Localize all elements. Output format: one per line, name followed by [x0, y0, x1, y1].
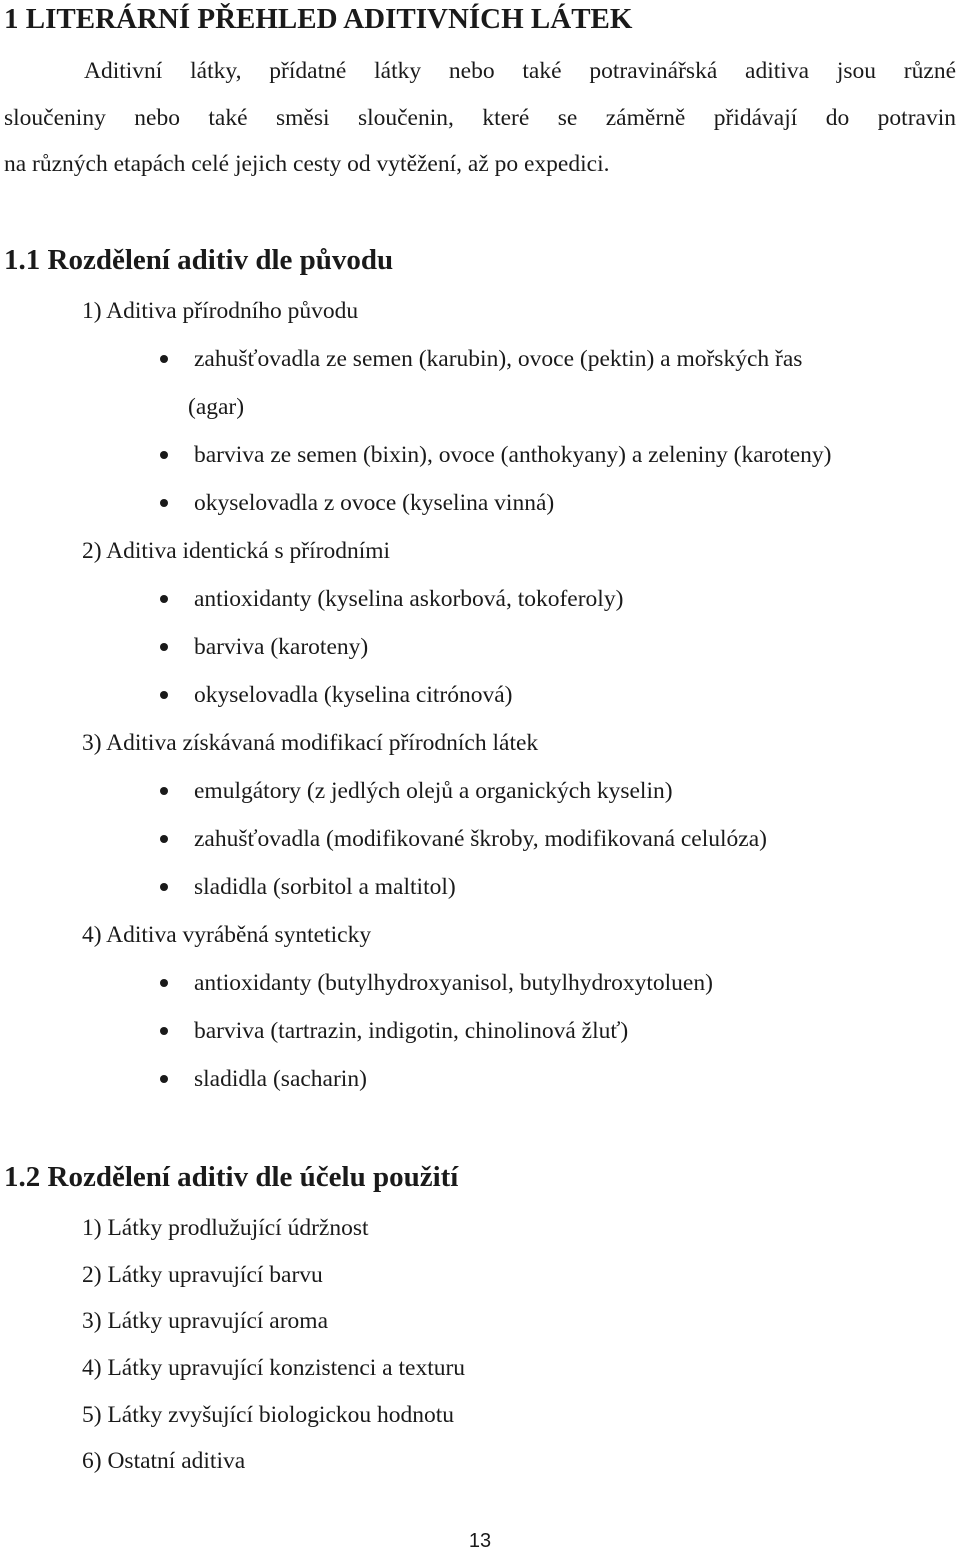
list-item: 1) Látky prodlužující údržnost: [82, 1215, 369, 1241]
bullet-icon: [160, 787, 168, 795]
section-heading-purpose: 1.2 Rozdělení aditiv dle účelu použití: [4, 1161, 459, 1193]
intro-line: na různých etapách celé jejich cesty od vytěžení, až po expedici.: [4, 151, 610, 177]
bullet-icon: [160, 691, 168, 699]
group-label: 1) Aditiva přírodního původu: [82, 298, 359, 324]
bullet-icon: [160, 835, 168, 843]
intro-line: Aditivní látky, přídatné látky nebo také potravinářská aditiva jsou různé: [84, 58, 956, 84]
section-heading-origin: 1.1 Rozdělení aditiv dle původu: [4, 244, 394, 276]
bullet-icon: [160, 643, 168, 651]
group-label: 3) Aditiva získávaná modifikací přírodních látek: [82, 730, 539, 756]
bullet-icon: [160, 451, 168, 459]
list-item: 5) Látky zvyšující biologickou hodnotu: [82, 1402, 455, 1428]
intro-line: sloučeniny nebo také směsi sloučenin, které se záměrně přidávají do potravin: [4, 104, 956, 131]
list-item: 2) Látky upravující barvu: [82, 1262, 323, 1288]
list-item: 3) Látky upravující aroma: [82, 1308, 329, 1334]
bullet-icon: [160, 1075, 168, 1083]
list-item: 6) Ostatní aditiva: [82, 1448, 246, 1474]
bullet-icon: [160, 1027, 168, 1035]
bullet-icon: [160, 499, 168, 507]
group-label: 2) Aditiva identická s přírodními: [82, 538, 391, 564]
bullet-icon: [160, 595, 168, 603]
bullet-icon: [160, 883, 168, 891]
group-label: 4) Aditiva vyráběná synteticky: [82, 922, 372, 948]
chapter-title: 1 LITERÁRNÍ PŘEHLED ADITIVNÍCH LÁTEK: [4, 3, 633, 35]
bullet-icon: [160, 979, 168, 987]
list-item: 4) Látky upravující konzistenci a texturu: [82, 1355, 466, 1381]
list-item-continuation: (agar): [188, 394, 245, 420]
bullet-icon: [160, 355, 168, 363]
intro-paragraph: [4, 48, 956, 188]
page-number: 13: [468, 1530, 492, 1552]
